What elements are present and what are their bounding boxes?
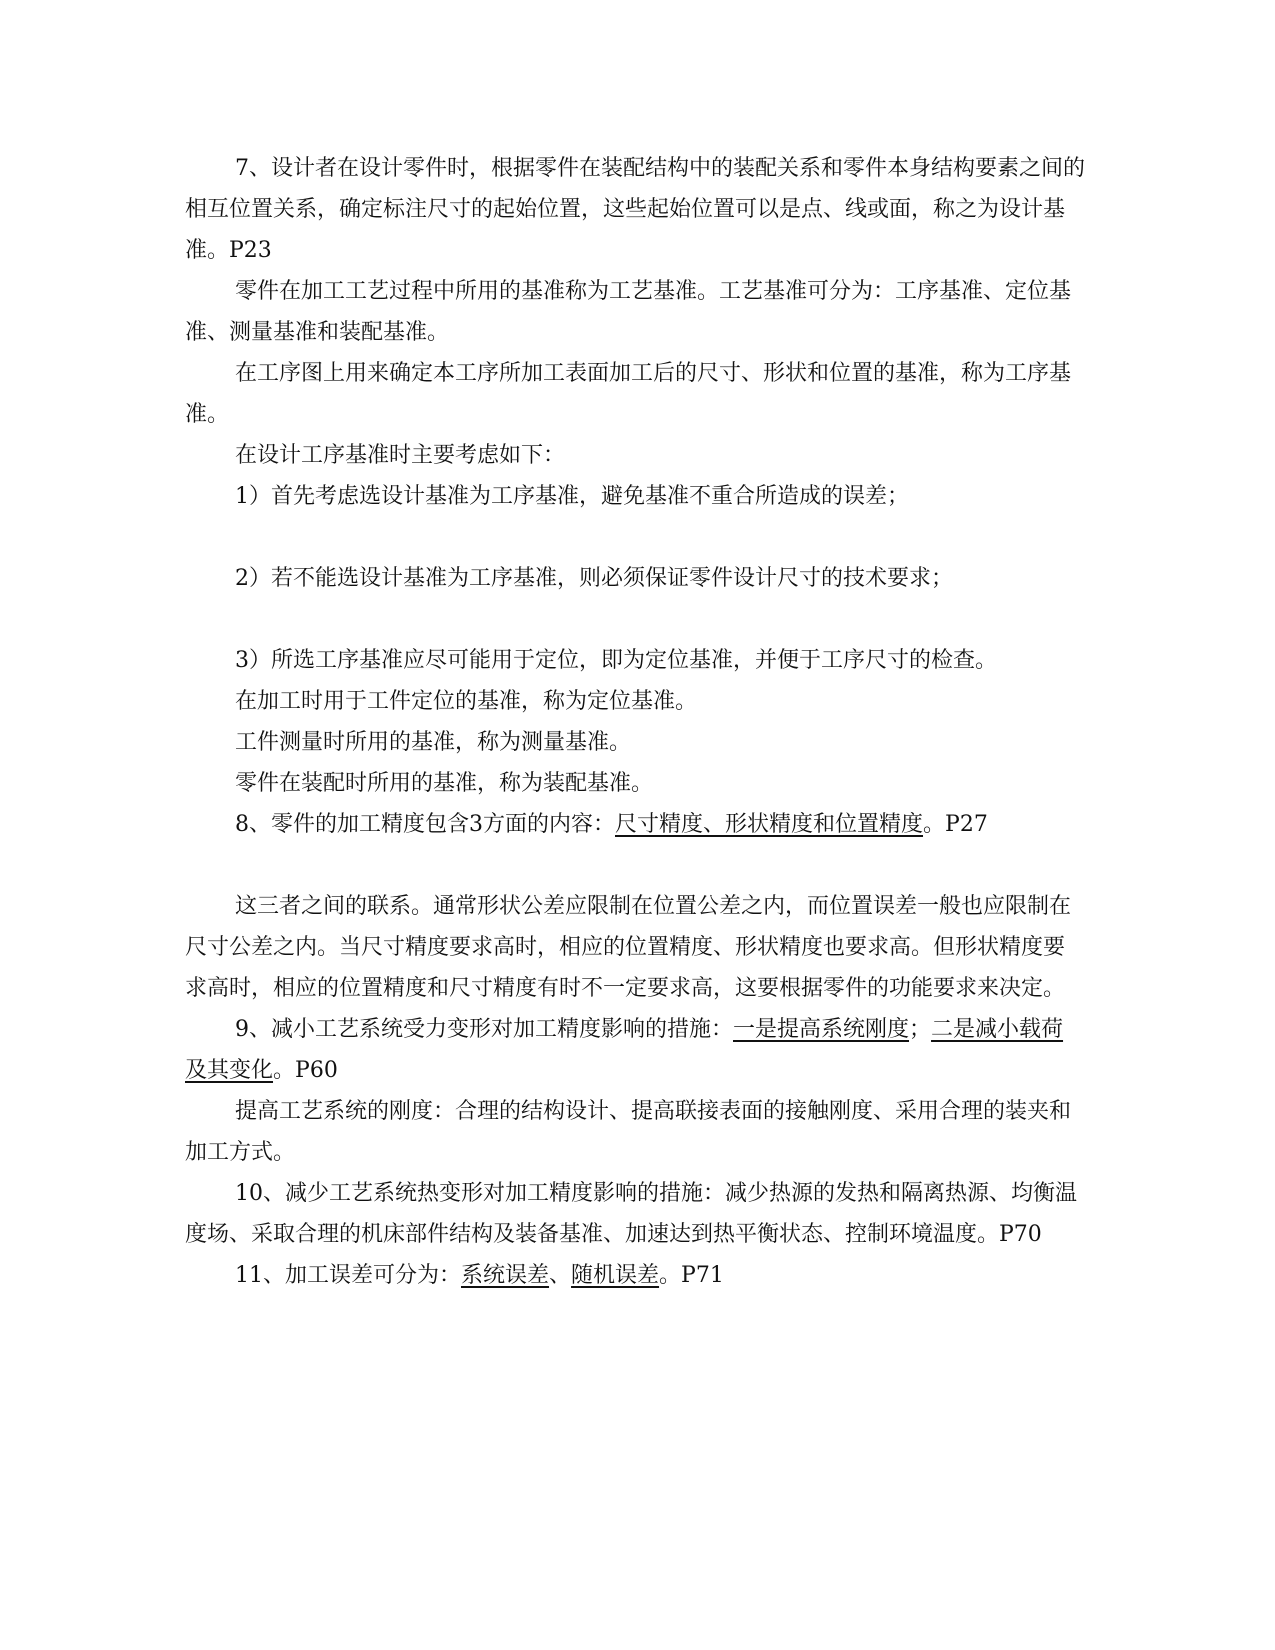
text-segment: 11、加工误差可分为： (235, 1263, 461, 1288)
text-segment: 9、减小工艺系统受力变形对加工精度影响的措施： (235, 1017, 733, 1042)
blank-line (185, 845, 1085, 886)
text-segment: 在加工时用于工件定位的基准，称为定位基准。 (235, 689, 698, 714)
text-segment: 零件在加工工艺过程中所用的基准称为工艺基准。工艺基准可分为：工序基准、定位基准、测量基准和装配基准。 (185, 279, 1072, 345)
text-segment: 10、减少工艺系统热变形对加工精度影响的措施：减少热源的发热和隔离热源、均衡温度场、采取合理的机床部件结构及装备基准、加速达到热平衡状态、控制环境温度。P70 (185, 1181, 1077, 1247)
paragraph-p9 (185, 1009, 1085, 1091)
paragraph-p7j (185, 763, 1085, 804)
underlined-text: 随机误差 (571, 1263, 660, 1288)
paragraph-p7i (185, 722, 1085, 763)
blank-line (185, 517, 1085, 558)
text-segment: 。P60 (273, 1058, 338, 1083)
text-segment: 这三者之间的联系。通常形状公差应限制在位置公差之内，而位置误差一般也应限制在尺寸公差之内。当尺寸精度要求高时，相应的位置精度、形状精度也要求高。但形状精度要求高时，相应的位置精度和尺寸精度有时不一定要求高，这要根据零件的功能要求来决定。 (185, 894, 1072, 1001)
text-segment: 工件测量时所用的基准，称为测量基准。 (235, 730, 632, 755)
text-segment: 。P71 (659, 1263, 724, 1288)
text-segment: 3）所选工序基准应尽可能用于定位，即为定位基准，并便于工序尺寸的检查。 (235, 648, 997, 673)
text-segment: 2）若不能选设计基准为工序基准，则必须保证零件设计尺寸的技术要求； (235, 566, 953, 591)
text-segment: 1）首先考虑选设计基准为工序基准，避免基准不重合所造成的误差； (235, 484, 909, 509)
text-segment: 。P27 (923, 812, 988, 837)
paragraph-p7g (185, 640, 1085, 681)
paragraph-p7b (185, 271, 1085, 353)
paragraph-p7d (185, 435, 1085, 476)
paragraph-p7f (185, 558, 1085, 599)
paragraph-p8b (185, 886, 1085, 1009)
underlined-text: 尺寸精度、形状精度和位置精度 (615, 812, 924, 837)
paragraph-p7e (185, 476, 1085, 517)
blank-line (185, 599, 1085, 640)
document-body (185, 148, 1085, 1296)
underlined-text: 二是减小载荷及其变化 (185, 1017, 1064, 1083)
paragraph-p11 (185, 1255, 1085, 1296)
paragraph-p9b (185, 1091, 1085, 1173)
text-segment: 、 (549, 1263, 572, 1288)
text-segment: ； (909, 1017, 932, 1042)
text-segment: 在工序图上用来确定本工序所加工表面加工后的尺寸、形状和位置的基准，称为工序基准。 (185, 361, 1072, 427)
text-segment: 零件在装配时所用的基准，称为装配基准。 (235, 771, 654, 796)
text-segment: 在设计工序基准时主要考虑如下： (235, 443, 566, 468)
underlined-text: 系统误差 (461, 1263, 550, 1288)
underlined-text: 一是提高系统刚度 (733, 1017, 910, 1042)
text-segment: 提高工艺系统的刚度：合理的结构设计、提高联接表面的接触刚度、采用合理的装夹和加工方式。 (185, 1099, 1072, 1165)
text-segment: 7、设计者在设计零件时，根据零件在装配结构中的装配关系和零件本身结构要素之间的相互位置关系，确定标注尺寸的起始位置，这些起始位置可以是点、线或面，称之为设计基准。P23 (185, 156, 1085, 263)
paragraph-p7 (185, 148, 1085, 271)
paragraph-p7c (185, 353, 1085, 435)
paragraph-p8 (185, 804, 1085, 845)
paragraph-p7h (185, 681, 1085, 722)
paragraph-p10 (185, 1173, 1085, 1255)
text-segment: 8、零件的加工精度包含3方面的内容： (235, 812, 615, 837)
